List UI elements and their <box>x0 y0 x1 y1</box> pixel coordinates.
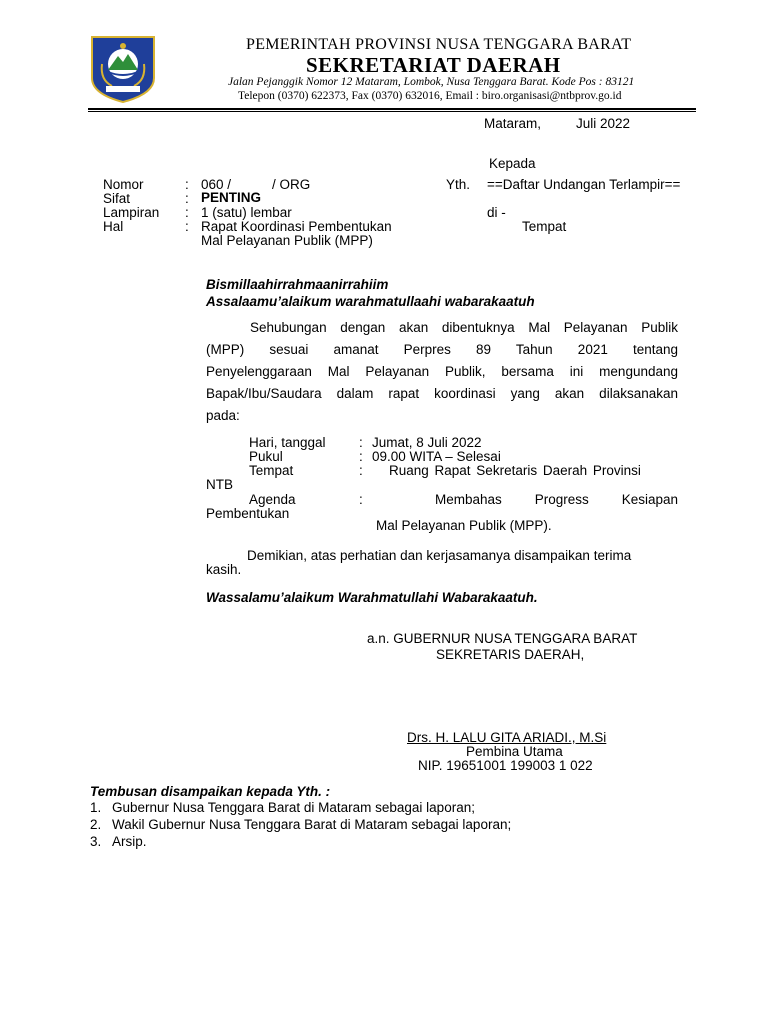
recipient-yth: Yth. <box>446 177 471 192</box>
meta-nomor-colon: : <box>185 177 189 192</box>
letterhead-contact: Telepon (0370) 622373, Fax (0370) 632016, Email : biro.organisasi@ntbprov.go.id <box>238 90 622 102</box>
detail-pukul-label: Pukul <box>249 449 283 464</box>
detail-hari-colon: : <box>359 435 363 450</box>
detail-tempat-colon: : <box>359 463 363 478</box>
cc-item-2-text: Wakil Gubernur Nusa Tenggara Barat di Mataram sebagai laporan; <box>112 817 512 832</box>
closing-line-1: Demikian, atas perhatian dan kerjasamanya disampaikan terima <box>247 548 632 563</box>
body-line-3: Penyelenggaraan Mal Pelayanan Publik, bersama ini mengundang <box>206 364 678 379</box>
detail-agenda-value-2: Mal Pelayanan Publik (MPP). <box>376 518 552 533</box>
date-value: Juli 2022 <box>576 116 631 131</box>
detail-agenda-value: Membahas Progress Kesiapan <box>435 492 678 507</box>
letterhead-rule-thick <box>88 108 696 110</box>
detail-hari-label: Hari, tanggal <box>249 435 326 450</box>
body-line-1: Sehubungan dengan akan dibentuknya Mal Pelayanan Publik <box>250 320 678 335</box>
detail-tempat-wrap: NTB <box>206 477 233 492</box>
meta-lampiran-value: 1 (satu) lembar <box>201 205 292 220</box>
body-line-5: pada: <box>206 408 240 423</box>
meta-lampiran-label: Lampiran <box>103 205 160 220</box>
signature-title-1: a.n. GUBERNUR NUSA TENGGARA BARAT <box>367 631 638 646</box>
detail-pukul-colon: : <box>359 449 363 464</box>
ntb-province-emblem <box>88 34 158 104</box>
detail-hari-value: Jumat, 8 Juli 2022 <box>372 435 482 450</box>
detail-agenda-wrap: Pembentukan <box>206 506 290 521</box>
body-line-2: (MPP) sesuai amanat Perpres 89 Tahun 2021 tentang <box>206 342 678 357</box>
recipient-name: ==Daftar Undangan Terlampir== <box>487 177 681 192</box>
cc-heading: Tembusan disampaikan kepada Yth. : <box>90 784 331 799</box>
meta-hal-colon: : <box>185 219 189 234</box>
detail-agenda-label: Agenda <box>249 492 296 507</box>
detail-tempat-label: Tempat <box>249 463 294 478</box>
recipient-di: di - <box>487 205 506 220</box>
letterhead-rule-thin <box>88 111 696 112</box>
meta-sifat-label: Sifat <box>103 191 131 206</box>
meta-hal-value-2: Mal Pelayanan Publik (MPP) <box>201 233 373 248</box>
signature-title-2: SEKRETARIS DAERAH, <box>436 647 585 662</box>
closing-salam: Wassalamu’alaikum Warahmatullahi Wabarakaatuh. <box>206 590 538 605</box>
meta-nomor-label: Nomor <box>103 177 144 192</box>
body-line-4: Bapak/Ibu/Saudara dalam rapat koordinasi yang akan dilaksanakan <box>206 386 678 401</box>
letterhead-government: PEMERINTAH PROVINSI NUSA TENGGARA BARAT <box>246 36 632 53</box>
cc-item-2-num: 2. <box>90 817 102 832</box>
recipient-tempat: Tempat <box>522 219 567 234</box>
signature-name: Drs. H. LALU GITA ARIADI., M.Si <box>407 730 607 745</box>
greeting-bismillah: Bismillaahirrahmaanirrahiim <box>206 277 389 292</box>
cc-item-3-num: 3. <box>90 834 102 849</box>
detail-agenda-colon: : <box>359 492 363 507</box>
meta-sifat-value: PENTING <box>201 190 262 205</box>
letterhead-address: Jalan Pejanggik Nomor 12 Mataram, Lombok, Nusa Tenggara Barat. Kode Pos : 83121 <box>228 76 635 88</box>
detail-pukul-value: 09.00 WITA – Selesai <box>372 449 501 464</box>
meta-sifat-colon: : <box>185 191 189 206</box>
greeting-salam: Assalaamu’alaikum warahmatullaahi wabarakaatuh <box>206 294 535 309</box>
closing-line-2: kasih. <box>206 562 242 577</box>
letterhead-office: SEKRETARIAT DAERAH <box>306 53 561 77</box>
meta-hal-value-1: Rapat Koordinasi Pembentukan <box>201 219 392 234</box>
cc-item-1-num: 1. <box>90 800 102 815</box>
meta-nomor-value-a: 060 / <box>201 177 232 192</box>
meta-lampiran-colon: : <box>185 205 189 220</box>
meta-hal-label: Hal <box>103 219 124 234</box>
meta-nomor-value-b: / ORG <box>272 177 311 192</box>
cc-item-3-text: Arsip. <box>112 834 147 849</box>
signature-rank: Pembina Utama <box>466 744 563 759</box>
detail-tempat-value: Ruang Rapat Sekretaris Daerah Provinsi <box>389 463 641 478</box>
recipient-kepada: Kepada <box>489 156 536 171</box>
signature-nip: NIP. 19651001 199003 1 022 <box>418 758 593 773</box>
cc-item-1-text: Gubernur Nusa Tenggara Barat di Mataram sebagai laporan; <box>112 800 475 815</box>
date-place: Mataram, <box>484 116 542 131</box>
